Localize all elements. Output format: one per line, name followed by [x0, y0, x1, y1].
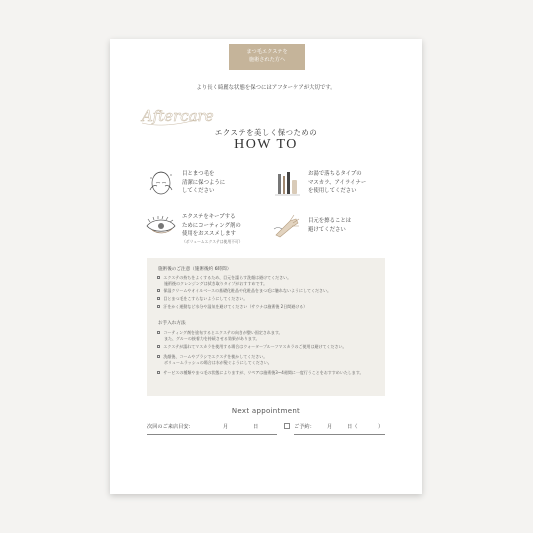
note-text: コーティング剤を塗布するとエクステの向きが整い固定されます。: [163, 330, 283, 335]
reserve-month-label: 月: [327, 424, 333, 430]
reservation-checkbox[interactable]: [284, 423, 290, 429]
reserve-underline: [294, 434, 385, 435]
tag-line-1: まつ毛エクステを: [246, 49, 288, 55]
tip-line: を使用してください: [308, 188, 357, 194]
note-subtext: 施術後のクレンジングは拭き取りタイプがおすすめです。: [164, 281, 268, 286]
note-text: 汗をかく運動など水分や湿気を避けてください（サウナは施術後 2日間避ける）: [163, 304, 308, 309]
tip-line: ためにコーティング剤の: [182, 222, 241, 229]
tip-note: （ボリュームエクステは使用不可）: [182, 238, 243, 244]
tip-line: 避けてください: [308, 226, 346, 233]
tip-line: 清潔に保つように: [182, 179, 226, 186]
coating-eye-icon: [144, 209, 178, 243]
notes-heading-caution: 施術後のご注意（施術後約 6時間）: [158, 267, 232, 272]
subtitle: エクステを美しく保つための: [214, 128, 318, 137]
list-item: [157, 370, 379, 376]
note-subtext: また、グルーの接着力を持続させる効果があります。: [164, 336, 260, 341]
header-tag: [229, 44, 305, 70]
reserve-day-label: 日（: [347, 424, 358, 430]
svg-text:Aftercare: Aftercare: [142, 107, 214, 125]
visit-label: 次回のご来店目安：: [147, 424, 194, 430]
tip-cosmetics: [270, 166, 415, 202]
tip-no-rubbing: [270, 209, 415, 245]
tip-coating: [144, 209, 284, 245]
tip-clean-eyes: [144, 166, 284, 202]
checkbox[interactable]: [157, 297, 160, 300]
tip-line: 目とまつ毛を: [182, 171, 215, 177]
visit-underline: [147, 434, 277, 435]
reserve-close-paren: ）: [378, 424, 384, 430]
notes-box: [147, 258, 385, 396]
tip-line: してください: [182, 188, 215, 194]
note-text: 洗顔後、コームやブラシでエクステを梳かしてください。: [163, 354, 268, 359]
tip-line: お湯で落ちるタイプの: [308, 171, 362, 177]
reserve-label: ご予約：: [294, 424, 315, 430]
note-subtext: ボリュームラッシュの場合は水が髪ぐようにしてください。: [164, 360, 272, 365]
list-item: [157, 344, 379, 350]
page-title: HOW TO: [234, 137, 298, 152]
list-item: [157, 304, 379, 310]
note-text: サービスの種類やまつ毛の状態によりますが、リペアは施術後3~4週間に一度行うことをおすすめいたします。: [163, 370, 364, 375]
next-appointment-heading: Next appointment: [231, 407, 301, 415]
checkbox[interactable]: [157, 371, 160, 374]
list-item: [157, 288, 379, 294]
tip-line: エクステをキープする: [182, 214, 236, 220]
tip-line: 使用をおススメします: [182, 231, 236, 237]
aftercare-card: [110, 39, 422, 494]
note-text: 保湿クリームやオイルベースの基礎化粧品や化粧品をまつ毛に触れないようにしてください。: [163, 288, 331, 293]
notes-heading-care: お手入れ方法: [158, 321, 186, 326]
checkbox[interactable]: [157, 289, 160, 292]
tip-line: マスカラ、アイライナー: [308, 179, 367, 186]
cosmetics-icon: [270, 166, 304, 200]
checkbox[interactable]: [157, 276, 160, 279]
face-wash-icon: [144, 166, 178, 200]
visit-month-label: 月: [223, 424, 229, 430]
lead-text: より長く綺麗な状態を保つにはアフターケアが大切です。: [196, 85, 336, 91]
visit-day-label: 日: [253, 424, 259, 430]
note-text: エクステが濡れてマスカラを使用する場合はウォータープルーフマスカラのご使用は避けてください。: [163, 344, 347, 349]
checkbox[interactable]: [157, 355, 160, 358]
checkbox[interactable]: [157, 305, 160, 308]
list-item: [157, 354, 379, 366]
list-item: [157, 275, 379, 287]
note-text: 目とまつ毛をこすらないようにしてください。: [163, 296, 248, 301]
aftercare-script-logo: [138, 99, 218, 129]
checkbox[interactable]: [157, 345, 160, 348]
list-item: [157, 330, 379, 342]
tip-line: 目元を擦ることは: [308, 218, 352, 224]
tag-line-2: 施術された方へ: [248, 57, 286, 63]
checkbox[interactable]: [157, 331, 160, 334]
list-item: [157, 296, 379, 302]
note-text: エクステの持ちをよくするため、目元を濡らす洗顔は避けてください。: [163, 275, 292, 280]
no-rubbing-icon: [270, 209, 304, 243]
